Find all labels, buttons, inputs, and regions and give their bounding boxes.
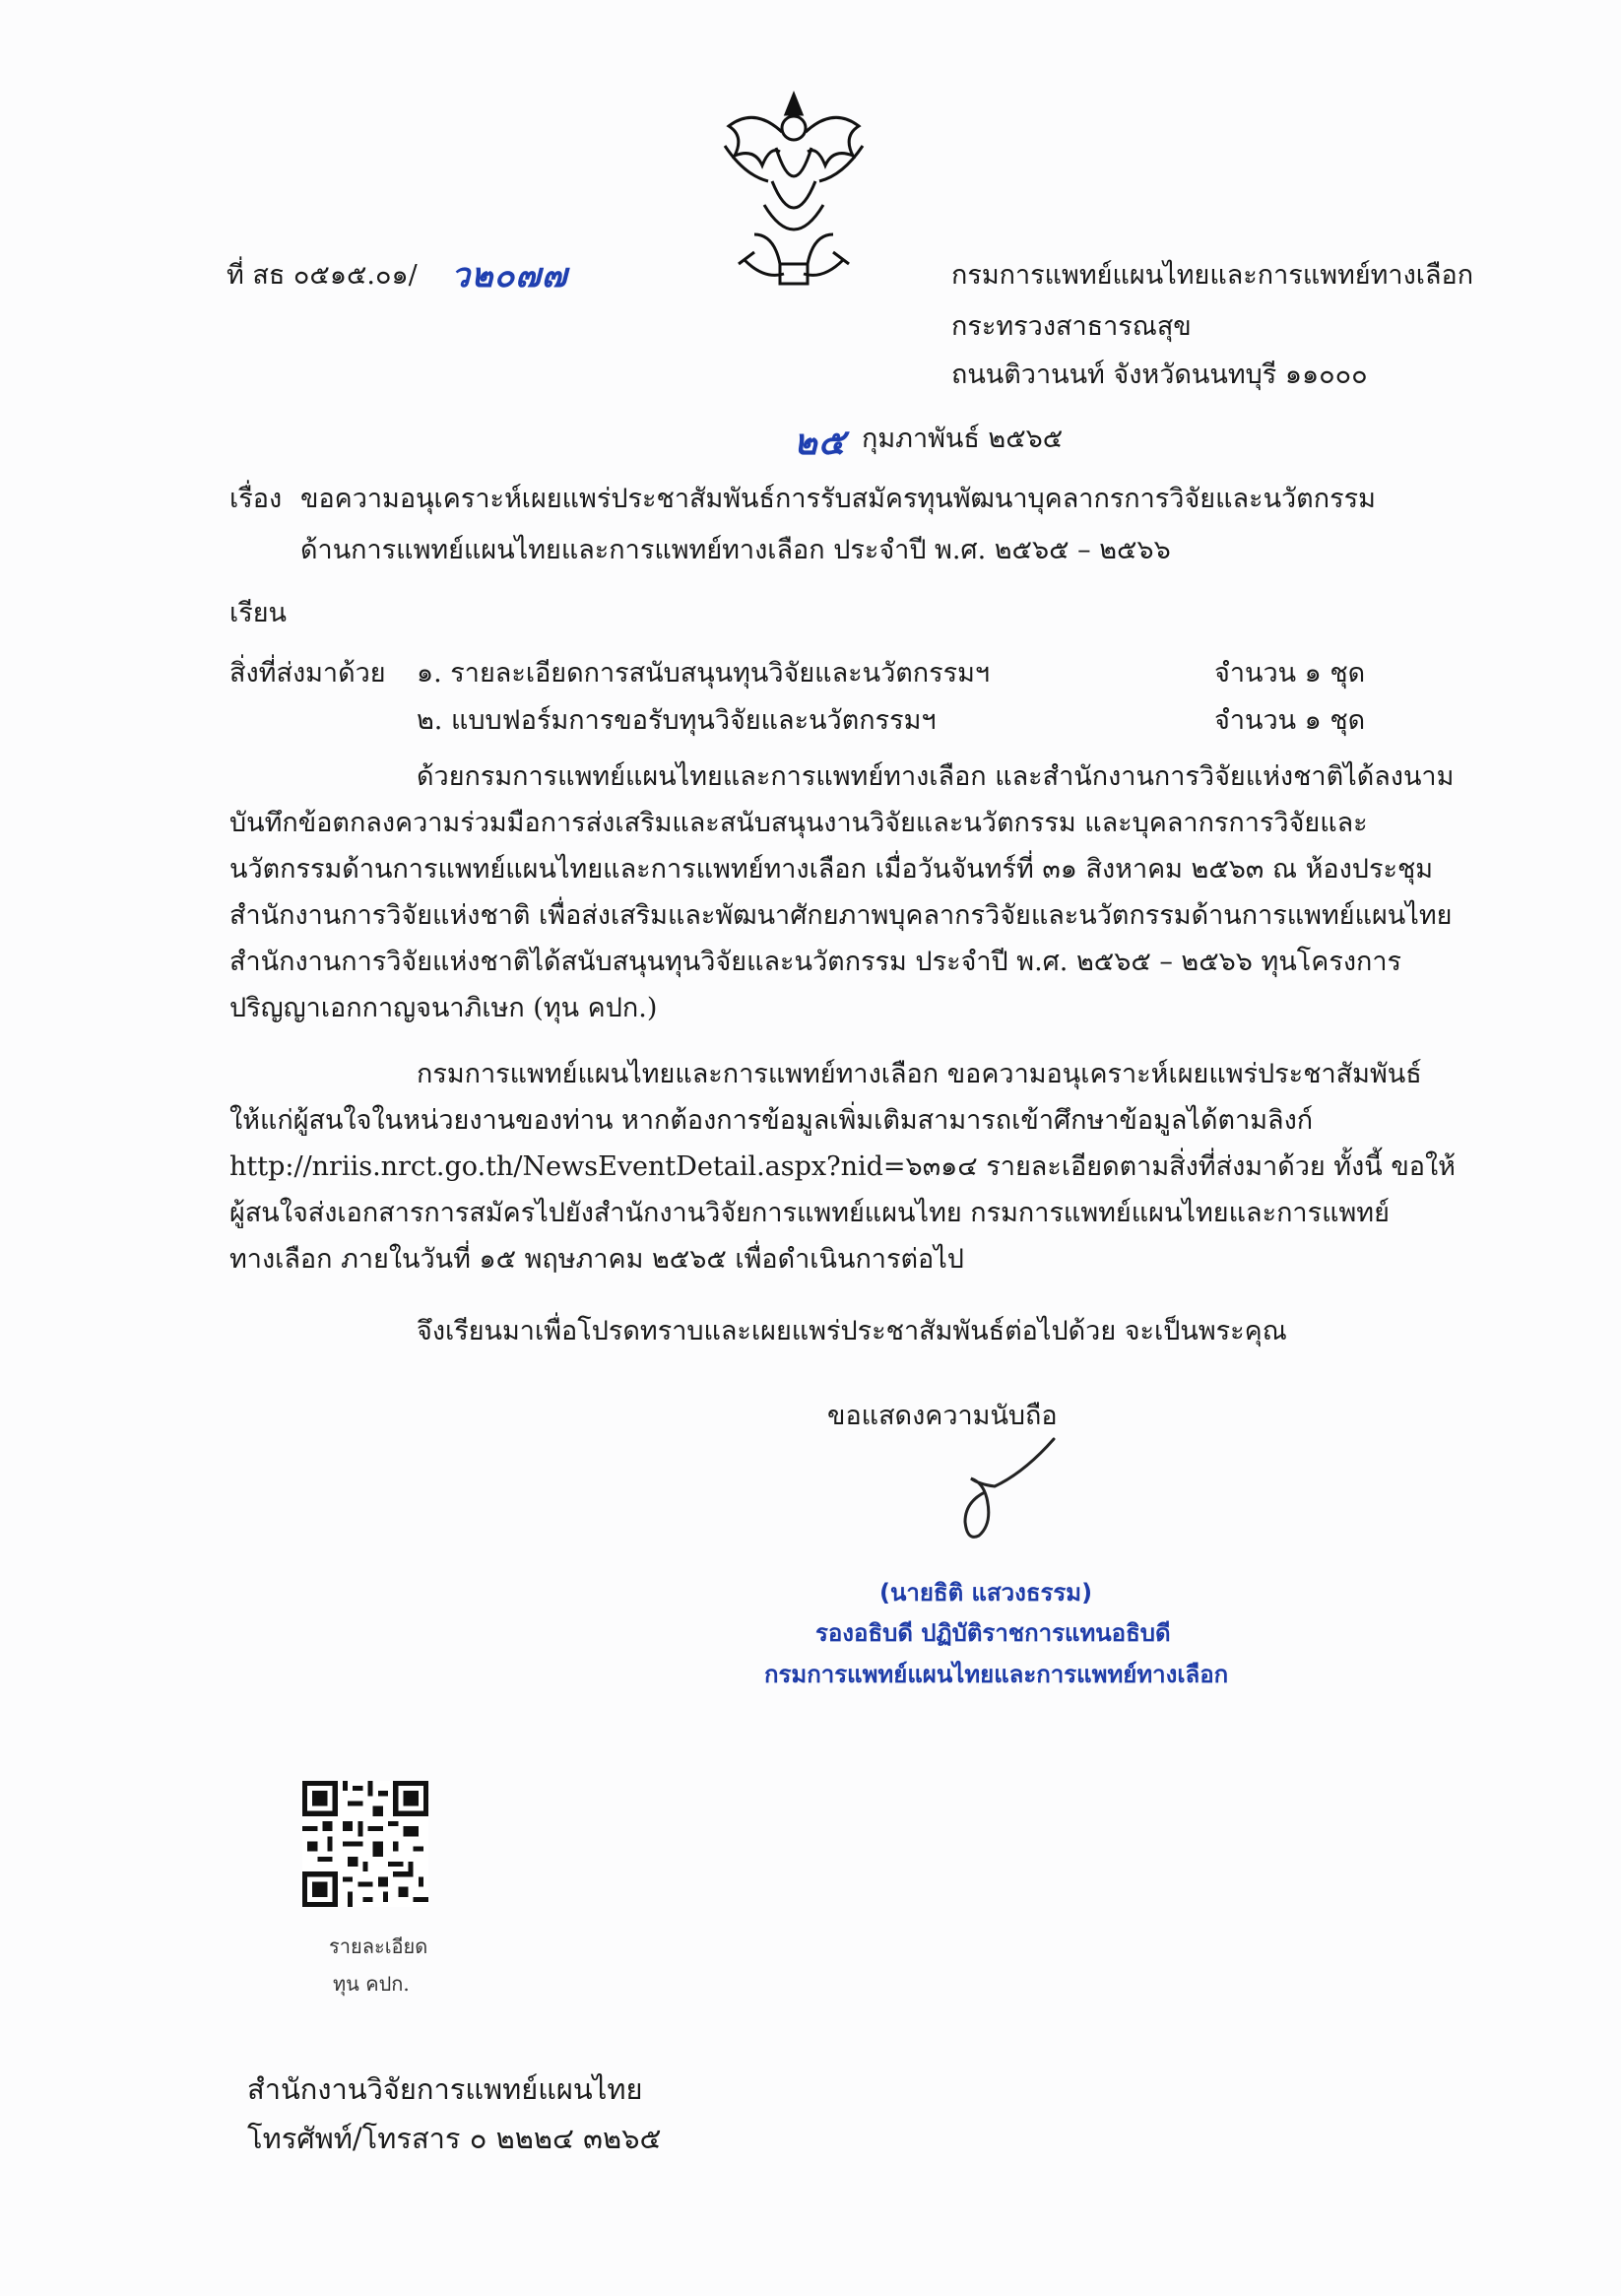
paragraph-2-line: http://nriis.nrct.go.th/NewsEventDetail.aspx?nid=๖๓๑๔ รายละเอียดตามสิ่งที่ส่งมาด้วย ทั้งนี้ ขอให้ xyxy=(229,1151,1456,1182)
paragraph-1-line: ปริญญาเอกกาญจนาภิเษก (ทุน คปก.) xyxy=(229,993,658,1023)
subject-label: เรื่อง xyxy=(229,484,283,514)
paragraph-1-line: นวัตกรรมด้านการแพทย์แผนไทยและการแพทย์ทางเลือก เมื่อวันจันทร์ที่ ๓๑ สิงหาคม ๒๕๖๓ ณ ห้องประชุม xyxy=(229,854,1434,885)
body-paragraph-2 xyxy=(229,1051,1460,1282)
signature xyxy=(936,1433,1064,1551)
enclosures-label: สิ่งที่ส่งมาด้วย xyxy=(229,658,386,689)
signature-icon xyxy=(936,1433,1064,1551)
paragraph-1-line: สำนักงานการวิจัยแห่งชาติ เพื่อส่งเสริมและพัฒนาศักยภาพบุคลากรวิจัยและนวัตกรรมด้านการแพทย์แผนไทย xyxy=(229,900,1453,931)
enclosure-item-2: ๒. แบบฟอร์มการขอรับทุนวิจัยและนวัตกรรมฯ xyxy=(417,705,937,736)
footer-office: สำนักงานวิจัยการแพทย์แผนไทย xyxy=(247,2072,643,2106)
signatory-position: รองอธิบดี ปฏิบัติราชการแทนอธิบดี xyxy=(815,1619,1171,1647)
ministry-name: กระทรวงสาธารณสุข xyxy=(951,311,1192,342)
qr-caption-line-1: รายละเอียด xyxy=(329,1935,428,1958)
paragraph-1-line: บันทึกข้อตกลงความร่วมมือการส่งเสริมและสนับสนุนงานวิจัยและนวัตกรรม และบุคลากรการวิจัยและ xyxy=(229,808,1368,838)
document-number-label: ที่ สธ ๐๕๑๕.๐๑/ xyxy=(227,260,418,291)
footer-phone: โทรศัพท์/โทรสาร ๐ ๒๒๒๔ ๓๒๖๕ xyxy=(247,2122,662,2155)
date-day-handwritten: ๒๕ xyxy=(794,423,846,463)
paragraph-1-line: สำนักงานการวิจัยแห่งชาติได้สนับสนุนทุนวิจัยและนวัตกรรม ประจำปี พ.ศ. ๒๕๖๕ – ๒๕๖๖ ทุนโครงการ xyxy=(229,947,1402,977)
body-paragraph-1 xyxy=(229,754,1460,1031)
paragraph-2-line: ทางเลือก ภายในวันที่ ๑๕ พฤษภาคม ๒๕๖๕ เพื่อดำเนินการต่อไป xyxy=(229,1244,964,1275)
qr-caption-line-2: ทุน คปก. xyxy=(333,1972,410,1996)
signatory-name: (นายธิติ แสวงธรรม) xyxy=(879,1579,1093,1607)
document-number-handwritten: ว๒๐๗๗ xyxy=(451,256,568,295)
enclosure-item-1: ๑. รายละเอียดการสนับสนุนทุนวิจัยและนวัตกรรมฯ xyxy=(417,658,991,689)
subject-line-2: ด้านการแพทย์แผนไทยและการแพทย์ทางเลือก ประจำปี พ.ศ. ๒๕๖๕ – ๒๕๖๖ xyxy=(300,535,1171,565)
date-month-year: กุมภาพันธ์ ๒๕๖๕ xyxy=(862,424,1064,454)
enclosure-quantity-2: จำนวน ๑ ชุด xyxy=(1214,705,1366,736)
qr-code-icon xyxy=(302,1781,428,1907)
regards-text: ขอแสดงความนับถือ xyxy=(827,1401,1058,1431)
agency-address: ถนนติวานนท์ จังหวัดนนทบุรี ๑๑๐๐๐ xyxy=(951,360,1368,390)
garuda-emblem xyxy=(715,87,873,292)
garuda-emblem-icon xyxy=(715,87,873,292)
paragraph-2-line: ผู้สนใจส่งเอกสารการสมัครไปยังสำนักงานวิจัยการแพทย์แผนไทย กรมการแพทย์แผนไทยและการแพทย์ xyxy=(229,1198,1390,1228)
qr-code xyxy=(302,1781,428,1907)
salutation-label: เรียน xyxy=(229,598,288,628)
paragraph-2-line: กรมการแพทย์แผนไทยและการแพทย์ทางเลือก ขอความอนุเคราะห์เผยแพร่ประชาสัมพันธ์ xyxy=(417,1059,1422,1089)
enclosure-quantity-1: จำนวน ๑ ชุด xyxy=(1214,658,1366,689)
closing-sentence: จึงเรียนมาเพื่อโปรดทราบและเผยแพร่ประชาสัมพันธ์ต่อไปด้วย จะเป็นพระคุณ xyxy=(417,1316,1287,1346)
subject-line-1: ขอความอนุเคราะห์เผยแพร่ประชาสัมพันธ์การรับสมัครทุนพัฒนาบุคลากรการวิจัยและนวัตกรรม xyxy=(300,484,1376,514)
paragraph-1-line: ด้วยกรมการแพทย์แผนไทยและการแพทย์ทางเลือก และสำนักงานการวิจัยแห่งชาติได้ลงนาม xyxy=(417,761,1455,792)
paragraph-2-line: ให้แก่ผู้สนใจในหน่วยงานของท่าน หากต้องการข้อมูลเพิ่มเติมสามารถเข้าศึกษาข้อมูลได้ตามลิงก์ xyxy=(229,1105,1314,1136)
agency-name: กรมการแพทย์แผนไทยและการแพทย์ทางเลือก xyxy=(951,260,1474,291)
signatory-department: กรมการแพทย์แผนไทยและการแพทย์ทางเลือก xyxy=(764,1661,1229,1688)
